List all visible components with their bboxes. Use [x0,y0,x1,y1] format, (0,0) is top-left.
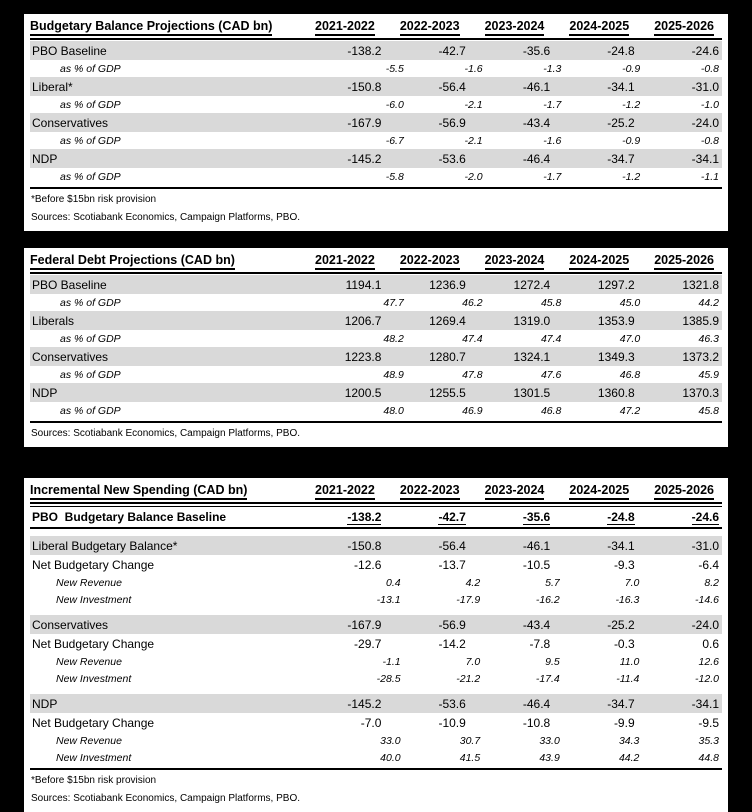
row-label: Conservatives [32,617,109,632]
row-label: New Investment [56,751,132,764]
spacer-row [30,687,722,694]
row-value: -150.8 [347,538,382,553]
table-body [30,275,722,419]
row-value: 1236.9 [429,277,466,292]
row-label: as % of GDP [60,332,121,345]
row-value: 1194.1 [345,277,382,292]
row-value: -2.1 [464,134,483,147]
row-value: -56.4 [438,538,466,553]
row-value: -10.8 [522,715,551,730]
row-value: -9.9 [613,715,635,730]
row-value: -35.6 [522,510,551,524]
row-value: -5.5 [385,62,404,75]
row-value: 30.7 [459,734,481,747]
incremental-spending-panel [24,478,728,812]
row-value: -1.7 [543,170,562,183]
row-value: -9.5 [698,715,720,730]
row-value: -9.3 [613,557,635,572]
row-value: 1255.5 [429,385,466,400]
footnote: *Before $15bn risk provision [31,194,157,205]
table-row [30,366,722,383]
row-value: 1301.5 [513,385,551,400]
row-value: 45.0 [619,296,641,309]
row-value: -35.6 [522,43,551,58]
year-column-header: 2022-2023 [383,253,468,270]
row-value: 9.5 [545,655,560,668]
row-value: 7.0 [624,576,640,589]
row-value: -28.5 [376,672,401,685]
table-row [30,402,722,419]
row-value: 1373.2 [682,349,720,364]
row-value: -31.0 [691,79,720,94]
row-label: as % of GDP [60,404,121,417]
table-title-text: Federal Debt Projections (CAD bn) [30,253,235,270]
year-column-header: 2021-2022 [298,253,383,270]
row-value: -10.9 [438,715,466,730]
row-value: -16.2 [535,593,560,606]
year-column-header: 2025-2026 [637,483,722,500]
table-row [30,653,722,670]
row-value: 47.2 [619,404,641,417]
row-value: -34.7 [607,696,635,711]
table-body [30,506,722,766]
row-value: -167.9 [347,115,382,130]
row-value: -25.2 [607,617,635,632]
row-value: -43.4 [522,115,551,130]
row-label: Liberal Budgetary Balance* [32,538,178,553]
table-title [30,483,298,500]
row-label: PBO Baseline [32,277,107,292]
table-row [30,536,722,555]
table-footnotes [30,421,722,443]
row-label: Conservatives [32,349,109,364]
row-value: -43.4 [522,617,551,632]
row-value: -13.7 [438,557,466,572]
row-label: NDP [32,151,58,166]
row-value: 47.8 [462,368,483,381]
year-column-header: 2021-2022 [298,19,383,36]
row-value: -14.2 [438,636,466,651]
row-value: -34.1 [691,151,720,166]
row-value: 1280.7 [429,349,466,364]
spacer-row [30,529,722,536]
table-row [30,591,722,608]
row-value: -7.8 [529,636,551,651]
row-value: -6.4 [698,557,720,572]
row-value: -11.4 [616,672,640,685]
table-title-text: Incremental New Spending (CAD bn) [30,483,247,500]
row-value: 5.7 [545,576,560,589]
row-value: 48.9 [383,368,404,381]
row-value: 8.2 [704,576,719,589]
row-label: Conservatives [32,115,109,130]
row-value: -17.9 [456,593,481,606]
row-value: 1370.3 [682,385,720,400]
table-row [30,732,722,749]
row-value: 46.3 [698,332,719,345]
year-column-header: 2021-2022 [298,483,383,500]
year-column-header: 2022-2023 [383,19,468,36]
row-value: -21.2 [456,672,481,685]
table-row [30,149,722,168]
row-label: New Investment [56,672,132,685]
row-value: -7.0 [360,715,382,730]
row-label: Liberal* [32,79,73,94]
row-value: 48.0 [383,404,404,417]
row-value: -46.1 [522,79,551,94]
row-value: -53.6 [438,696,466,711]
row-label: New Revenue [56,734,122,747]
year-column-header: 2022-2023 [383,483,468,500]
row-value: -34.1 [691,696,720,711]
table-footnotes [30,768,722,808]
row-value: -42.7 [438,510,466,524]
row-value: 34.3 [618,734,640,747]
table-row [30,574,722,591]
row-value: 46.8 [619,368,641,381]
table-row [30,634,722,653]
row-value: -145.2 [347,696,382,711]
table-row [30,749,722,766]
table-row [30,311,722,330]
table-row [30,713,722,732]
row-value: -10.5 [522,557,551,572]
row-value: 1385.9 [682,313,720,328]
sources-note: Sources: Scotiabank Economics, Campaign Platforms, PBO. [31,212,301,223]
row-value: -2.0 [464,170,483,183]
row-value: -1.1 [700,170,719,183]
row-value: 46.9 [462,404,483,417]
row-value: -1.0 [700,98,719,111]
spacer-row [30,608,722,615]
row-value: 45.9 [698,368,719,381]
row-value: -46.1 [522,538,551,553]
row-value: -12.0 [695,672,719,685]
table-row [30,41,722,60]
row-value: -56.4 [438,79,466,94]
row-value: -24.8 [607,43,635,58]
row-value: -0.3 [613,636,635,651]
row-value: -24.6 [691,43,720,58]
row-value: -17.4 [535,672,560,685]
row-value: -6.0 [385,98,404,111]
sources-note: Sources: Scotiabank Economics, Campaign Platforms, PBO. [31,428,301,439]
row-value: 47.4 [540,332,562,345]
table-footnotes [30,187,722,227]
row-value: -5.8 [385,170,404,183]
row-value: 0.4 [385,576,401,589]
table-row [30,275,722,294]
federal-debt-panel [24,248,728,447]
row-value: 47.4 [462,332,483,345]
row-label: NDP [32,385,58,400]
row-value: -13.1 [376,593,401,606]
row-value: -34.1 [607,79,635,94]
row-value: -0.9 [622,134,641,147]
row-value: 35.3 [698,734,719,747]
row-value: 47.0 [619,332,641,345]
row-value: 1360.8 [597,385,635,400]
row-label: as % of GDP [60,296,121,309]
row-value: -42.7 [438,43,466,58]
row-label: as % of GDP [60,62,121,75]
year-column-header: 2023-2024 [468,19,553,36]
row-value: 47.7 [383,296,404,309]
row-label: New Revenue [56,655,122,668]
year-column-header: 2025-2026 [637,253,722,270]
row-value: 11.0 [619,655,640,668]
row-value: 46.2 [462,296,483,309]
row-value: -46.4 [522,151,551,166]
row-label: Liberals [32,313,75,328]
row-label: PBO Baseline [32,43,107,58]
row-value: -1.7 [543,98,562,111]
row-value: -16.3 [615,593,640,606]
row-value: -14.6 [695,593,719,606]
table-row [30,168,722,185]
year-column-header: 2023-2024 [468,483,553,500]
row-value: 1223.8 [344,349,382,364]
row-value: 4.2 [465,576,481,589]
table-row [30,615,722,634]
row-value: 1206.7 [344,313,382,328]
row-value: -24.0 [691,115,720,130]
row-value: 45.8 [540,296,562,309]
row-value: -56.9 [438,115,466,130]
row-value: -1.2 [622,98,641,111]
row-value: -0.9 [622,62,641,75]
table-row [30,555,722,574]
row-value: -1.3 [543,62,562,75]
year-column-header: 2025-2026 [637,19,722,36]
table-row [30,670,722,687]
row-value: -6.7 [385,134,404,147]
table-row [30,77,722,96]
row-label: as % of GDP [60,368,121,381]
row-label: Net Budgetary Change [32,715,155,730]
row-label: as % of GDP [60,170,121,183]
row-value: 45.8 [698,404,719,417]
row-value: 40.0 [380,751,401,764]
row-value: -34.7 [607,151,635,166]
row-value: 43.9 [539,751,560,764]
row-value: -1.1 [382,655,401,668]
row-value: 1324.1 [513,349,551,364]
row-value: 33.0 [380,734,401,747]
table-row [30,694,722,713]
row-value: -138.2 [347,510,382,524]
row-value: -1.6 [464,62,483,75]
budgetary-balance-panel [24,14,728,231]
row-value: 44.2 [618,751,640,764]
table-row [30,347,722,366]
row-value: 7.0 [465,655,481,668]
row-value: -56.9 [438,617,466,632]
row-value: -46.4 [522,696,551,711]
row-value: 44.2 [698,296,719,309]
row-label: New Investment [56,593,132,606]
row-value: -1.6 [543,134,562,147]
row-label: as % of GDP [60,134,121,147]
row-value: 41.5 [459,751,481,764]
row-value: -12.6 [354,557,382,572]
table-row [30,132,722,149]
sources-note: Sources: Scotiabank Economics, Campaign Platforms, PBO. [31,793,301,804]
row-value: -34.1 [607,538,635,553]
row-value: 47.6 [540,368,562,381]
table-row [30,96,722,113]
row-label: Net Budgetary Change [32,636,155,651]
table-header [30,483,722,504]
table-title [30,253,298,270]
row-value: -2.1 [464,98,483,111]
table-title-text: Budgetary Balance Projections (CAD bn) [30,19,272,36]
row-value: -24.6 [691,510,720,524]
row-value: 1321.8 [682,277,720,292]
row-value: -29.7 [354,636,382,651]
row-value: -24.8 [607,510,635,524]
row-value: -0.8 [700,134,719,147]
row-value: -138.2 [347,43,382,58]
table-row [30,383,722,402]
row-label: NDP [32,696,58,711]
row-value: 12.6 [698,655,719,668]
row-label: Net Budgetary Change [32,557,155,572]
table-row [30,294,722,311]
row-value: -24.0 [691,617,720,632]
table-row [30,60,722,77]
table-row [30,113,722,132]
table-row [30,506,722,529]
row-label: New Revenue [56,576,122,589]
row-value: 1319.0 [513,313,551,328]
row-value: 1353.9 [597,313,635,328]
year-column-header: 2024-2025 [552,253,637,270]
table-body [30,41,722,185]
table-title [30,19,298,36]
row-value: 46.8 [540,404,562,417]
row-value: -167.9 [347,617,382,632]
row-value: 1272.4 [513,277,551,292]
row-value: -25.2 [607,115,635,130]
row-value: -31.0 [691,538,720,553]
row-value: -53.6 [438,151,466,166]
row-value: 48.2 [383,332,404,345]
table-header [30,19,722,40]
row-value: -145.2 [347,151,382,166]
year-column-header: 2023-2024 [468,253,553,270]
footnote: *Before $15bn risk provision [31,775,157,786]
row-value: 1269.4 [429,313,466,328]
year-column-header: 2024-2025 [552,483,637,500]
table-row [30,330,722,347]
row-label: PBO Budgetary Balance Baseline [32,510,227,524]
row-value: -150.8 [347,79,382,94]
row-value: -0.8 [700,62,719,75]
row-value: 44.8 [698,751,719,764]
year-column-header: 2024-2025 [552,19,637,36]
row-value: 1200.5 [344,385,382,400]
row-value: 33.0 [539,734,560,747]
table-header [30,253,722,274]
row-value: -1.2 [622,170,641,183]
row-value: 0.6 [702,636,720,651]
row-value: 1349.3 [597,349,635,364]
row-value: 1297.2 [597,277,635,292]
row-label: as % of GDP [60,98,121,111]
